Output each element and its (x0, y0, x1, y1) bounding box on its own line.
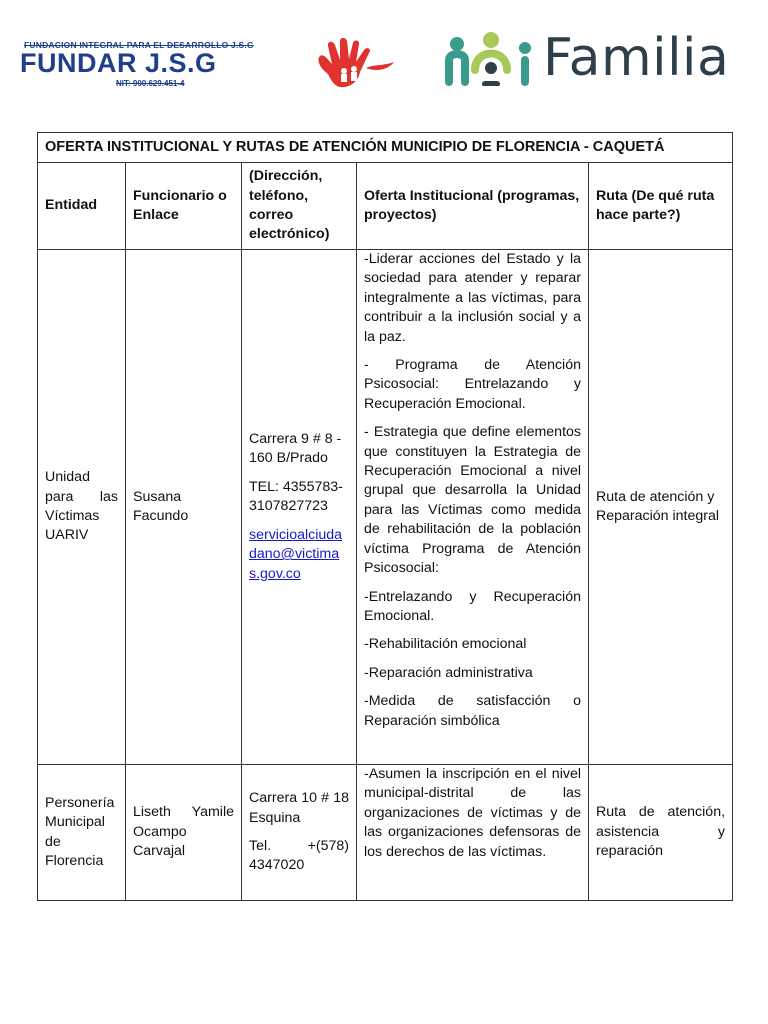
cell-direccion: Carrera 10 # 18 Esquina (249, 790, 349, 826)
cell-oferta (357, 765, 589, 901)
cell-funcionario: Liseth Yamile Ocampo Carvajal (126, 765, 242, 901)
header-contacto: (Dirección, teléfono, correo electrónico) (242, 163, 357, 250)
oferta-item: -Rehabilitación emocional (364, 636, 527, 653)
institutional-offer-table (37, 132, 733, 901)
fundar-logo (20, 38, 400, 94)
email-link[interactable]: servicioalciudadano@victimas.gov.co (249, 526, 343, 582)
cell-funcionario: Susana Facundo (126, 250, 242, 765)
cell-entidad: Unidad para las Víctimas UARIV (38, 250, 126, 765)
header-oferta: Oferta Institucional (programas, proyectos) (357, 163, 589, 250)
red-hand-icon (314, 38, 398, 90)
cell-ruta: Ruta de atención, asistencia y reparación (589, 765, 733, 901)
cell-entidad: Personería Municipal de Florencia (38, 765, 126, 901)
family-figures-icon (445, 30, 537, 86)
table-row (38, 250, 733, 765)
mi-familia-logo (445, 28, 730, 88)
fundar-nit: NIT: 900.629.451-4 (116, 79, 185, 88)
oferta-item: -Entrelazando y Recuperación Emocional. (364, 588, 581, 624)
cell-telefono: Tel. +(578) 4347020 (249, 838, 349, 874)
table-title: OFERTA INSTITUCIONAL Y RUTAS DE ATENCIÓN MUNICIPIO DE FLORENCIA - CAQUETÁ (38, 133, 733, 163)
fundar-name: FUNDAR J.S.G (20, 48, 217, 78)
cell-contacto (242, 765, 357, 901)
table-header-row (38, 163, 733, 250)
oferta-item: -Reparación administrativa (364, 664, 533, 681)
table-row (38, 765, 733, 901)
oferta-item: -Asumen la inscripción en el nivel municipal-distrital de las organizaciones de víctimas y de las organizaciones defensoras de los derechos de las víctimas. (364, 766, 581, 860)
cell-direccion: Carrera 9 # 8 - 160 B/Prado (249, 431, 342, 467)
familia-brand-text: Familia (543, 28, 730, 88)
oferta-item: -Medida de satisfacción o Reparación simbólica (364, 693, 581, 729)
header-ruta: Ruta (De qué ruta hace parte?) (589, 163, 733, 250)
cell-telefono: TEL: 4355783- 3107827723 (249, 478, 343, 515)
cell-contacto (242, 250, 357, 765)
fundar-foundation-text: FUNDACION INTEGRAL PARA EL DESARROLLO J.S.G (24, 40, 254, 50)
oferta-item: -Liderar acciones del Estado y la sociedad para atender y reparar integralmente a las víctimas, para contribuir a la inclusión social y a la paz. (364, 251, 581, 345)
header-entidad: Entidad (38, 163, 126, 250)
cell-ruta: Ruta de atención y Reparación integral (589, 250, 733, 765)
oferta-item: - Estrategia que define elementos que constituyen la Estrategia de Recuperación Emocional a nivel grupal que desarrolla la Unidad para las Víctimas como medida de rehabilitación de la población víctima Programa de Atención Psicosocial: (364, 424, 581, 577)
cell-oferta (357, 250, 589, 765)
header-funcionario: Funcionario o Enlace (126, 163, 242, 250)
oferta-item: - Programa de Atención Psicosocial: Entrelazando y Recuperación Emocional. (364, 357, 581, 412)
